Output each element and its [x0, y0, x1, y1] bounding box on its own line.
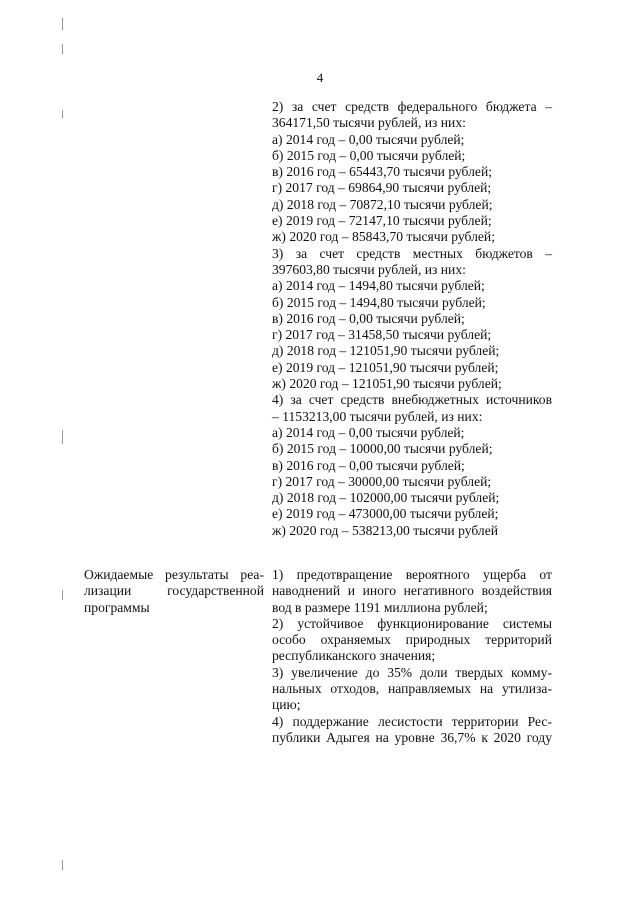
federal-year-2018: д) 2018 год – 70872,10 тысячи рублей; — [272, 196, 493, 212]
federal-year-2014: а) 2014 год – 0,00 тысячи рублей; — [272, 131, 465, 147]
local-year-2017: г) 2017 год – 31458,50 тысячи рублей; — [272, 327, 492, 343]
scan-edge-mark — [62, 590, 63, 600]
local-budget-total: 397603,80 тысячи рублей, из них: — [272, 261, 466, 277]
funding-sources-block — [272, 99, 552, 539]
result-item-line: 4) поддержание лесистости территории Рес- — [272, 713, 552, 729]
local-year-2014: а) 2014 год – 1494,80 тысячи рублей; — [272, 278, 485, 294]
federal-year-2019: е) 2019 год – 72147,10 тысячи рублей; — [272, 213, 492, 229]
result-item-line: нальных отходов, направляемых на утилиза- — [272, 681, 552, 697]
local-budget-line: 3) за счет средств местных бюджетов – — [272, 245, 552, 261]
local-year-2016: в) 2016 год – 0,00 тысячи рублей; — [272, 310, 465, 326]
federal-year-2020: ж) 2020 год – 85843,70 тысячи рублей; — [272, 229, 495, 245]
scan-edge-mark — [62, 430, 63, 444]
result-item-line: 3) увеличение до 35% доли твердых комму- — [272, 664, 552, 680]
extra-year-2019: е) 2019 год – 473000,00 тысячи рублей; — [272, 506, 499, 522]
extra-budget-total: – 1153213,00 тысячи рублей, из них: — [272, 408, 483, 424]
result-item-line: публики Адыгея на уровне 36,7% к 2020 году — [272, 729, 552, 745]
extra-year-2015: б) 2015 год – 10000,00 тысячи рублей; — [272, 441, 493, 457]
result-item-line: наводнений и иного негативного воздействия — [272, 583, 552, 599]
scan-edge-mark — [62, 44, 63, 54]
extra-year-2018: д) 2018 год – 102000,00 тысячи рублей; — [272, 490, 500, 506]
result-item-line: 2) устойчивое функционирование системы — [272, 615, 552, 631]
results-text — [272, 567, 552, 746]
extra-year-2020: ж) 2020 год – 538213,00 тысячи рублей — [272, 522, 499, 538]
federal-year-2017: г) 2017 год – 69864,90 тысячи рублей; — [272, 180, 492, 196]
federal-year-2016: в) 2016 год – 65443,70 тысячи рублей; — [272, 164, 493, 180]
local-year-2018: д) 2018 год – 121051,90 тысячи рублей; — [272, 343, 500, 359]
extra-year-2016: в) 2016 год – 0,00 тысячи рублей; — [272, 457, 465, 473]
result-item-line: 1) предотвращение вероятного ущерба от — [272, 567, 552, 582]
result-item-line: цию; — [272, 697, 301, 713]
federal-year-2015: б) 2015 год – 0,00 тысячи рублей; — [272, 147, 466, 163]
local-year-2019: е) 2019 год – 121051,90 тысячи рублей; — [272, 359, 499, 375]
federal-budget-total: 364171,50 тысячи рублей, из них: — [272, 115, 466, 131]
page-number: 4 — [316, 70, 324, 85]
extra-year-2014: а) 2014 год – 0,00 тысячи рублей; — [272, 424, 465, 440]
results-label-line: программы — [84, 599, 150, 615]
local-year-2015: б) 2015 год – 1494,80 тысячи рублей; — [272, 294, 486, 310]
result-item-line: вод в размере 1191 миллиона рублей; — [272, 599, 488, 615]
results-label-line: Ожидаемые результаты реа- — [84, 567, 264, 582]
results-label — [84, 567, 264, 616]
result-item-line: особо охраняемых природных территорий — [272, 632, 552, 648]
scan-edge-mark — [62, 860, 63, 870]
extra-budget-line: 4) за счет средств внебюджетных источников — [272, 392, 552, 408]
scan-edge-mark — [62, 18, 63, 30]
result-item-line: республиканского значения; — [272, 648, 436, 664]
local-year-2020: ж) 2020 год – 121051,90 тысячи рублей; — [272, 376, 502, 392]
results-label-line: лизации государственной — [84, 583, 264, 599]
federal-budget-line: 2) за счет средств федерального бюджета – — [272, 99, 552, 114]
scan-edge-mark — [62, 110, 63, 118]
extra-year-2017: г) 2017 год – 30000,00 тысячи рублей; — [272, 473, 492, 489]
